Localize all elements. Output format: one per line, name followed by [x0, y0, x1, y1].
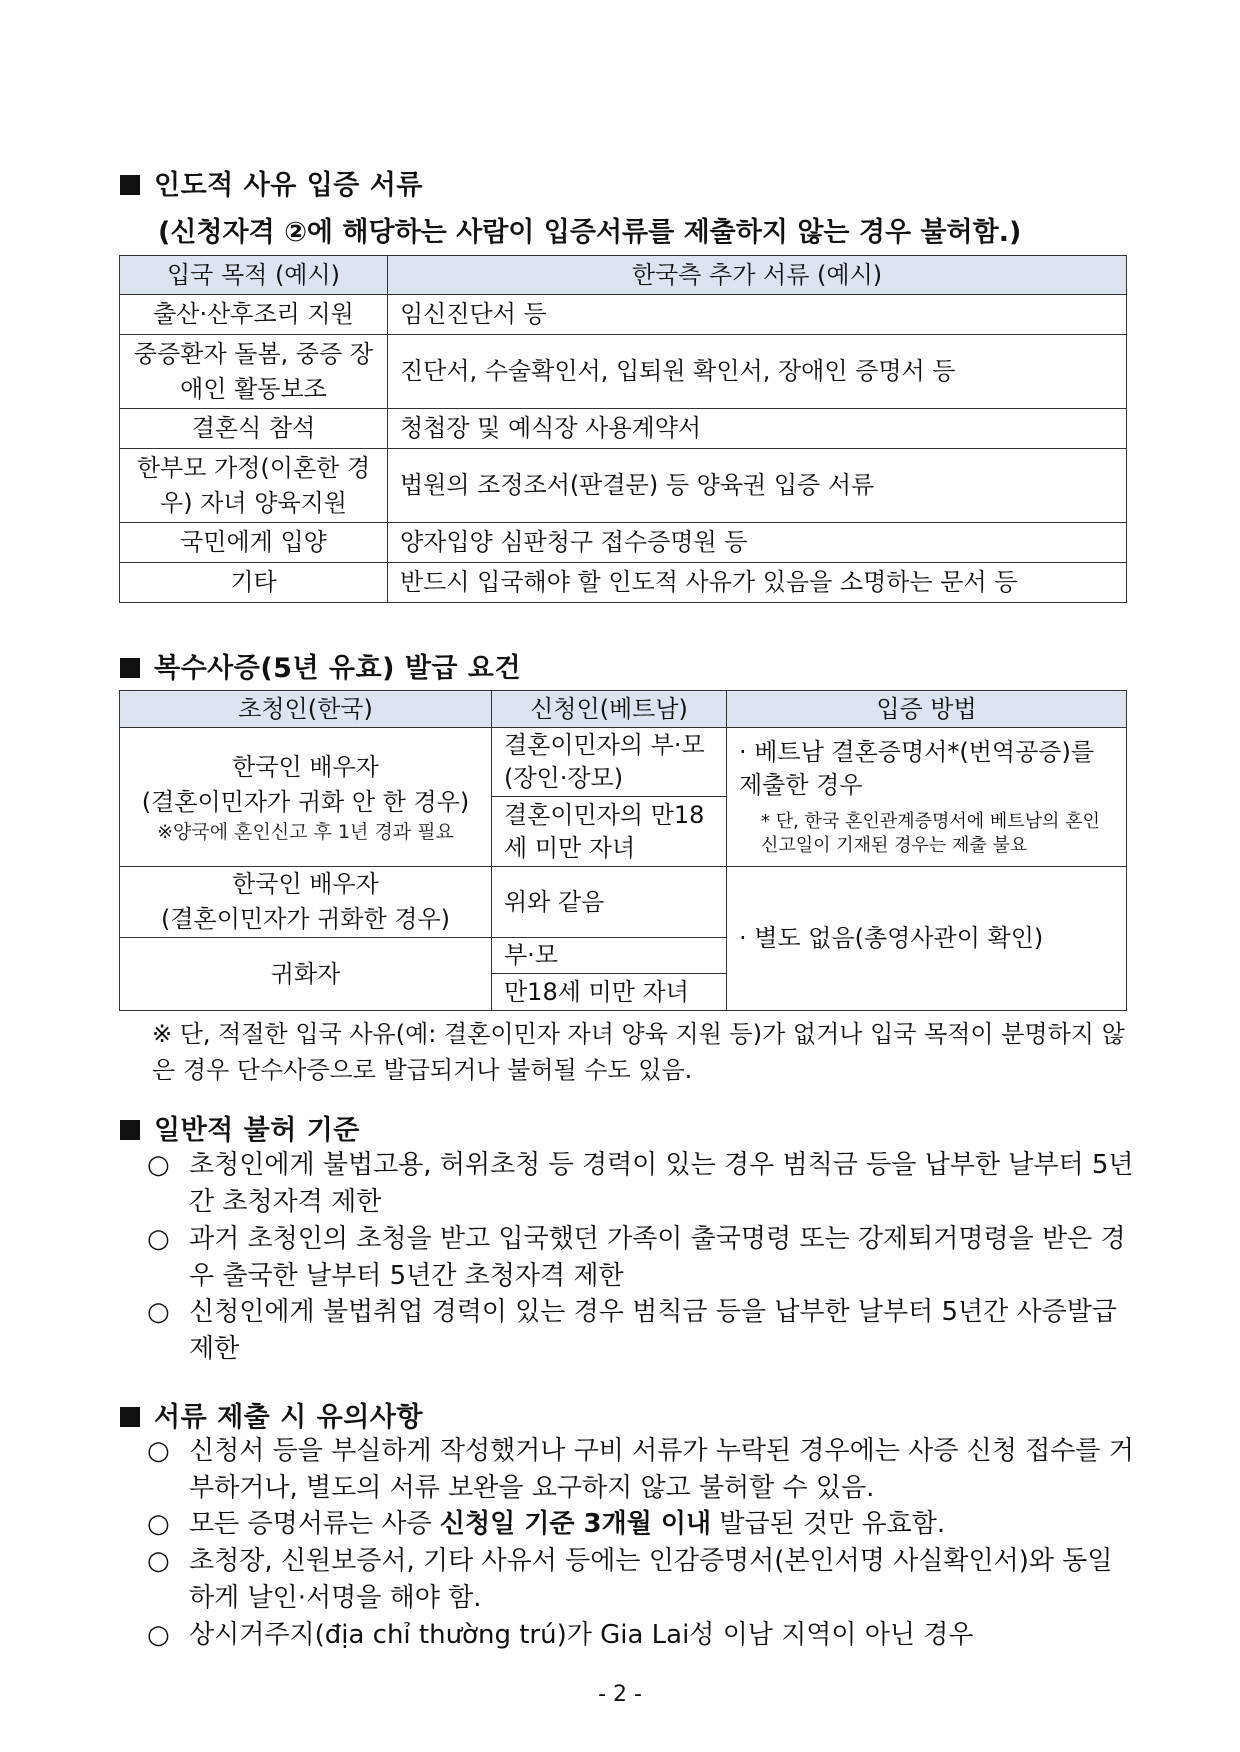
- table-row: [120, 523, 1127, 563]
- proof-cell: [727, 728, 1127, 867]
- purpose-cell: 한부모 가정(이혼한 경우) 자녀 양육지원: [120, 449, 388, 523]
- square-bullet-icon: [120, 175, 140, 195]
- applicant-cell: 결혼이민자의 만18세 미만 자녀: [492, 797, 727, 867]
- inviter-cell: 귀화자: [120, 938, 492, 1011]
- table-header: 입국 목적 (예시): [120, 256, 388, 295]
- docs-cell: 반드시 입국해야 할 인도적 사유가 있음을 소명하는 문서 등: [388, 563, 1127, 603]
- inviter-cell: [120, 867, 492, 938]
- table-row: [120, 335, 1127, 409]
- applicant-cell: 위와 같음: [492, 867, 727, 938]
- purpose-cell: 결혼식 참석: [120, 409, 388, 449]
- applicant-cell: 만18세 미만 자녀: [492, 974, 727, 1011]
- proof-note: * 단, 한국 혼인관계증명서에 베트남의 혼인신고일이 기재된 경우는 제출 불요: [761, 811, 1100, 856]
- docs-cell: 양자입양 심판청구 접수증명원 등: [388, 523, 1127, 563]
- table-row: [120, 867, 1127, 938]
- proof-main: · 베트남 결혼증명서*(번역공증)를 제출한 경우: [739, 738, 1095, 799]
- section4-heading: [120, 1395, 423, 1434]
- proof-cell: · 별도 없음(총영사관이 확인): [727, 867, 1127, 1011]
- list-item: [147, 1294, 1137, 1368]
- inviter-cell: [120, 728, 492, 867]
- list-item-text: 신청인에게 불법취업 경력이 있는 경우 범칙금 등을 납부한 날부터 5년간 사증발급 제한: [189, 1297, 1118, 1364]
- page-number: - 2 -: [598, 1682, 642, 1707]
- square-bullet-icon: [120, 1407, 140, 1427]
- section4-title: 서류 제출 시 유의사항: [154, 1402, 423, 1433]
- inviter-name: 한국인 배우자: [232, 753, 379, 781]
- section2-title: 복수사증(5년 유효) 발급 요건: [154, 653, 522, 684]
- list-item-text: 신청서 등을 부실하게 작성했거나 구비 서류가 누락된 경우에는 사증 신청 접수를 거부하거나, 별도의 서류 보완을 요구하지 않고 불허할 수 있음.: [189, 1436, 1134, 1503]
- inviter-condition: (결혼이민자가 귀화한 경우): [160, 905, 450, 933]
- list-item: [147, 1506, 1137, 1543]
- text-run: 모든 증명서류는 사증: [189, 1509, 440, 1539]
- square-bullet-icon: [120, 658, 140, 678]
- docs-cell: 법원의 조정조서(판결문) 등 양육권 입증 서류: [388, 449, 1127, 523]
- table-header: 한국측 추가 서류 (예시): [388, 256, 1127, 295]
- list-item-text: 초청인에게 불법고용, 허위초청 등 경력이 있는 경우 범칙금 등을 납부한 날부터 5년간 초청자격 제한: [189, 1150, 1134, 1217]
- table-row: [120, 409, 1127, 449]
- table-header: 초청인(한국): [120, 691, 492, 728]
- list-item-text: [189, 1506, 1137, 1543]
- table-row: [120, 295, 1127, 335]
- circle-bullet-icon: ○: [147, 1509, 170, 1539]
- purpose-cell: 국민에게 입양: [120, 523, 388, 563]
- purpose-cell: 기타: [120, 563, 388, 603]
- circle-bullet-icon: ○: [147, 1150, 170, 1180]
- visa-remark: ※ 단, 적절한 입국 사유(예: 결혼이민자 자녀 양육 지원 등)가 없거나 입국 목적이 분명하지 않은 경우 단수사증으로 발급되거나 불허될 수도 있음.: [152, 1020, 1125, 1084]
- section3-heading: [120, 1108, 360, 1147]
- list-item: [147, 1617, 1137, 1654]
- section2-heading: [120, 646, 521, 685]
- docs-cell: 임신진단서 등: [388, 295, 1127, 335]
- humanitarian-docs-table: [119, 255, 1127, 603]
- docs-cell: 청첩장 및 예식장 사용계약서: [388, 409, 1127, 449]
- circle-bullet-icon: ○: [147, 1620, 170, 1650]
- table-row: [120, 563, 1127, 603]
- list-item-text: 상시거주지(địa chỉ thường trú)가 Gia Lai성 이남 지역이 아닌 경우: [189, 1620, 974, 1650]
- section3-title: 일반적 불허 기준: [154, 1115, 360, 1146]
- section1-heading: [120, 163, 423, 202]
- list-item: [147, 1543, 1137, 1617]
- docs-cell: 진단서, 수술확인서, 입퇴원 확인서, 장애인 증명서 등: [388, 335, 1127, 409]
- inviter-note: ※양국에 혼인신고 후 1년 경과 필요: [157, 821, 454, 843]
- list-item-text: 초청장, 신원보증서, 기타 사유서 등에는 인감증명서(본인서명 사실확인서)와 동일하게 날인·서명을 해야 함.: [189, 1546, 1113, 1613]
- circle-bullet-icon: ○: [147, 1546, 170, 1576]
- table-header: 입증 방법: [727, 691, 1127, 728]
- section1-title: 인도적 사유 입증 서류: [154, 170, 423, 201]
- list-item: [147, 1433, 1137, 1507]
- table-row: [120, 449, 1127, 523]
- table-row: [120, 728, 1127, 797]
- applicant-cell: 결혼이민자의 부·모(장인·장모): [492, 728, 727, 797]
- circle-bullet-icon: ○: [147, 1224, 170, 1254]
- inviter-condition: (결혼이민자가 귀화 안 한 경우): [141, 788, 470, 816]
- table-header: 신청인(베트남): [492, 691, 727, 728]
- list-item: [147, 1147, 1137, 1221]
- text-run: 발급된 것만 유효함.: [711, 1509, 946, 1539]
- list-item: [147, 1221, 1137, 1295]
- applicant-cell: 부·모: [492, 938, 727, 974]
- purpose-cell: 중증환자 돌봄, 중증 장애인 활동보조: [120, 335, 388, 409]
- purpose-cell: 출산·산후조리 지원: [120, 295, 388, 335]
- emphasis-text: 신청일 기준 3개월 이내: [439, 1509, 712, 1539]
- multiple-visa-table: [119, 690, 1127, 1011]
- square-bullet-icon: [120, 1120, 140, 1140]
- section1-subtitle: (신청자격 ②에 해당하는 사람이 입증서류를 제출하지 않는 경우 불허함.): [158, 217, 1022, 248]
- inviter-name: 한국인 배우자: [232, 870, 379, 898]
- circle-bullet-icon: ○: [147, 1297, 170, 1327]
- circle-bullet-icon: ○: [147, 1436, 170, 1466]
- list-item-text: 과거 초청인의 초청을 받고 입국했던 가족이 출국명령 또는 강제퇴거명령을 받은 경우 출국한 날부터 5년간 초청자격 제한: [189, 1224, 1126, 1291]
